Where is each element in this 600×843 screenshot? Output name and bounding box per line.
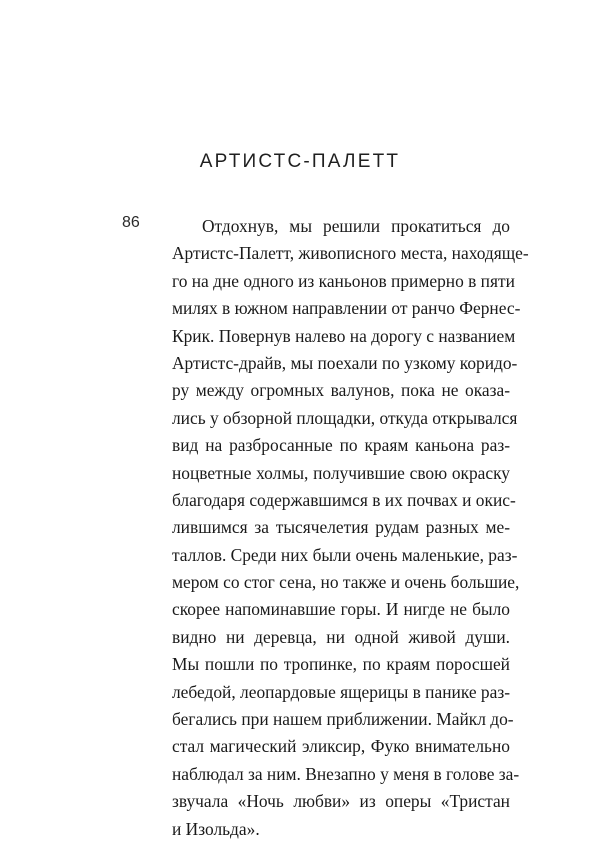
page-number: 86 <box>122 214 140 231</box>
text-line: наблюдал за ним. Внезапно у меня в голове за- <box>172 763 520 784</box>
text-line: таллов. Среди них были очень маленькие, раз- <box>172 544 518 565</box>
text-line: скорее напоминавшие горы. И нигде не было <box>172 599 510 620</box>
text-line: ру между огромных валунов, пока не оказа- <box>172 380 510 401</box>
text-line: Отдохнув, мы решили прокатиться до <box>202 216 510 236</box>
text-line: видно ни деревца, ни одной живой души. <box>172 626 510 647</box>
text-line: благодаря содержавшимся в их почвах и окис- <box>172 489 516 510</box>
text-line: звучала «Ночь любви» из оперы «Тристан <box>172 791 510 812</box>
text-line: бегались при нашем приближении. Майкл до- <box>172 709 514 730</box>
text-line: Крик. Повернув налево на дорогу с названием <box>172 325 516 346</box>
text-line: стал магический эликсир, Фуко внимательно <box>172 736 510 757</box>
text-line: вид на разбросанные по краям каньона раз- <box>172 435 510 456</box>
text-line: мером со стог сена, но также и очень большие, <box>172 572 520 593</box>
text-line: Артистс-Палетт, живописного места, находяще- <box>172 243 529 264</box>
text-line: Мы пошли по тропинке, по краям поросшей <box>172 654 510 675</box>
text-line: и Изольда». <box>172 818 260 839</box>
text-line: лебедой, леопардовые ящерицы в панике раз- <box>172 681 510 702</box>
text-line: го на дне одного из каньонов примерно в пяти <box>172 270 515 291</box>
text-line: лившимся за тысячелетия рудам разных ме- <box>172 517 510 538</box>
text-line: милях в южном направлении от ранчо Фернес- <box>172 298 521 319</box>
chapter-title: АРТИСТС-ПАЛЕТТ <box>199 151 401 172</box>
text-line: Артистс-драйв, мы поехали по узкому коридо- <box>172 352 518 373</box>
body-paragraph <box>172 213 529 843</box>
text-line: лись у обзорной площадки, откуда открывался <box>172 407 518 428</box>
text-line: ноцветные холмы, получившие свою окраску <box>172 462 510 483</box>
